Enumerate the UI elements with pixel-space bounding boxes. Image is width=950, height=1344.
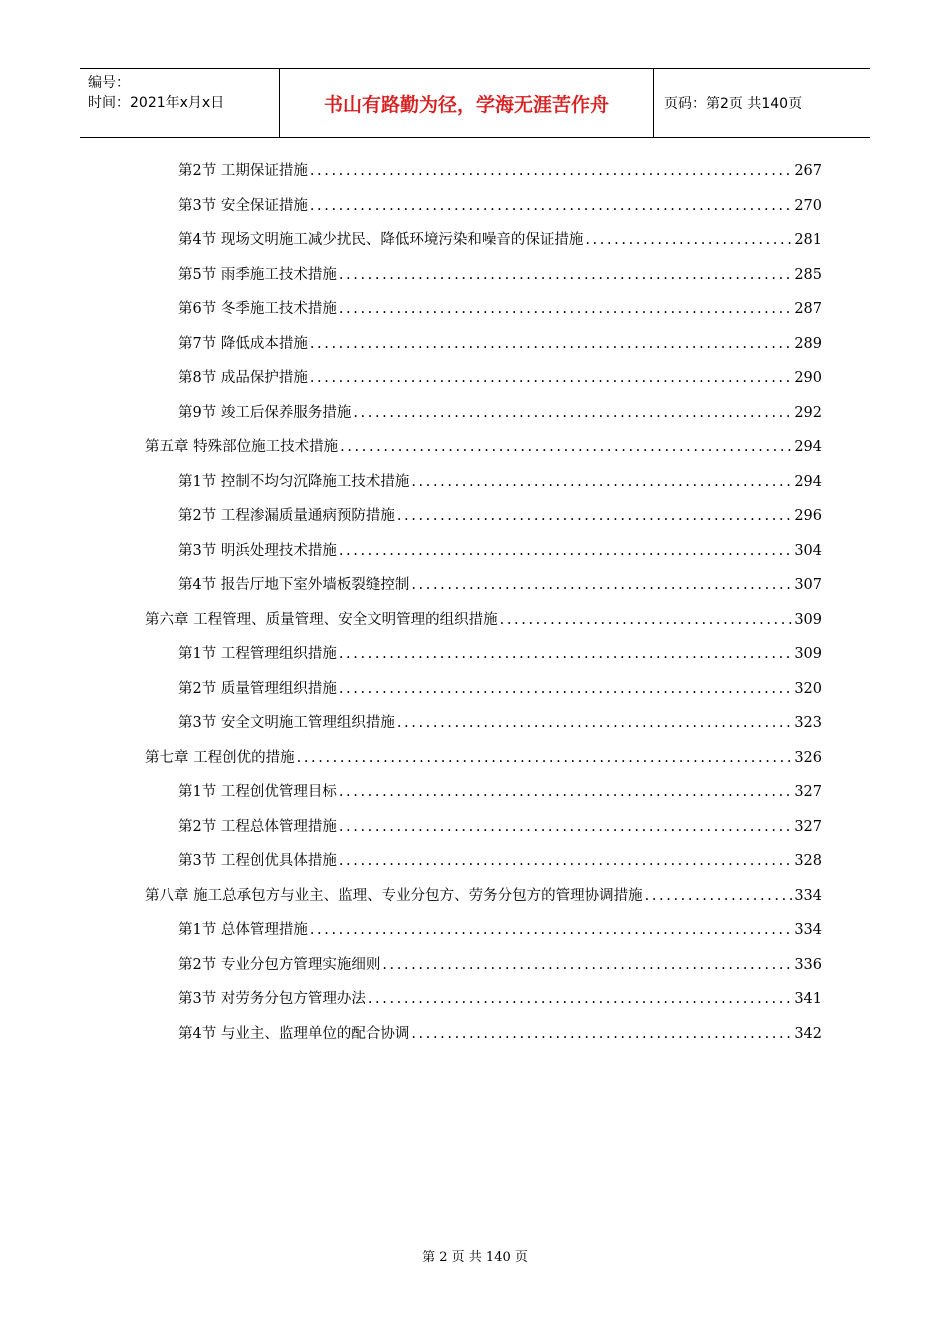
toc-entry-title: 第7节 降低成本措施 xyxy=(178,335,308,352)
toc-entry-section[interactable] xyxy=(145,913,822,948)
document-date: 时间：2021年x月x日 xyxy=(88,95,225,111)
toc-entry-page: 342 xyxy=(794,1025,822,1042)
toc-entry-page: 327 xyxy=(794,784,822,800)
toc-leader-dots xyxy=(339,637,792,672)
toc-entry-section[interactable] xyxy=(145,223,822,258)
toc-entry-title: 第3节 对劳务分包方管理办法 xyxy=(178,991,366,1007)
toc-leader-dots xyxy=(340,430,792,465)
toc-entry-title: 第1节 工程管理组织措施 xyxy=(178,646,337,662)
toc-leader-dots xyxy=(339,534,792,569)
toc-entry-section[interactable] xyxy=(145,948,822,983)
toc-entry-page: 290 xyxy=(794,370,822,386)
toc-entry-page: 281 xyxy=(794,232,822,248)
toc-leader-dots xyxy=(339,810,792,845)
toc-entry-title: 第八章 施工总承包方与业主、监理、专业分包方、劳务分包方的管理协调措施 xyxy=(145,887,643,904)
toc-entry-page: 327 xyxy=(794,818,822,835)
page-footer: 第 2 页 共 140 页 xyxy=(422,1250,528,1265)
toc-entry-page: 334 xyxy=(794,922,822,938)
header-page-info: 页码：第2页 共140页 xyxy=(664,96,803,112)
toc-entry-page: 326 xyxy=(794,749,822,766)
toc-entry-title: 第3节 工程创优具体措施 xyxy=(178,853,337,869)
toc-entry-title: 第3节 安全保证措施 xyxy=(178,197,308,214)
toc-entry-section[interactable] xyxy=(145,258,822,293)
toc-leader-dots xyxy=(353,396,792,431)
toc-leader-dots xyxy=(339,258,792,293)
toc-entry-page: 294 xyxy=(794,473,822,490)
toc-entry-section[interactable] xyxy=(145,844,822,879)
toc-entry-title: 第1节 工程创优管理目标 xyxy=(178,784,337,800)
toc-entry-chapter[interactable] xyxy=(145,430,822,465)
toc-leader-dots xyxy=(310,189,792,224)
toc-entry-section[interactable] xyxy=(145,810,822,845)
toc-entry-title: 第3节 明浜处理技术措施 xyxy=(178,542,337,559)
toc-leader-dots xyxy=(310,913,792,948)
toc-entry-chapter[interactable] xyxy=(145,741,822,776)
toc-entry-page: 296 xyxy=(794,508,822,524)
toc-leader-dots xyxy=(310,361,792,396)
header-meta xyxy=(80,69,280,137)
toc-entry-page: 334 xyxy=(794,887,822,904)
toc-leader-dots xyxy=(397,499,792,534)
toc-entry-title: 第4节 报告厅地下室外墙板裂缝控制 xyxy=(178,577,410,593)
header-motto: 书山有路勤为径，学海无涯苦作舟 xyxy=(280,69,654,137)
toc-entry-page: 323 xyxy=(794,715,822,731)
toc-entry-section[interactable] xyxy=(145,499,822,534)
toc-leader-dots xyxy=(411,568,792,603)
toc-entry-title: 第六章 工程管理、质量管理、安全文明管理的组织措施 xyxy=(145,611,498,628)
toc-leader-dots xyxy=(500,603,793,638)
toc-entry-title: 第1节 控制不均匀沉降施工技术措施 xyxy=(178,473,410,490)
toc-entry-title: 第2节 工期保证措施 xyxy=(178,163,308,179)
toc-entry-title: 第1节 总体管理措施 xyxy=(178,922,308,938)
toc-entry-title: 第2节 专业分包方管理实施细则 xyxy=(178,956,381,973)
toc-leader-dots xyxy=(645,879,793,914)
toc-entry-title: 第4节 与业主、监理单位的配合协调 xyxy=(178,1025,410,1042)
toc-entry-page: 289 xyxy=(794,335,822,352)
toc-entry-section[interactable] xyxy=(145,672,822,707)
toc-entry-title: 第8节 成品保护措施 xyxy=(178,370,308,386)
toc-leader-dots xyxy=(339,775,792,810)
toc-entry-title: 第3节 安全文明施工管理组织措施 xyxy=(178,715,395,731)
toc-entry-title: 第2节 工程总体管理措施 xyxy=(178,818,337,835)
toc-entry-section[interactable] xyxy=(145,154,822,189)
table-of-contents xyxy=(145,154,822,1051)
toc-entry-page: 336 xyxy=(794,956,822,973)
toc-entry-page: 309 xyxy=(794,646,822,662)
toc-entry-section[interactable] xyxy=(145,1017,822,1052)
toc-entry-chapter[interactable] xyxy=(145,603,822,638)
toc-leader-dots xyxy=(411,1017,792,1052)
toc-entry-section[interactable] xyxy=(145,361,822,396)
toc-entry-section[interactable] xyxy=(145,189,822,224)
toc-entry-section[interactable] xyxy=(145,637,822,672)
toc-leader-dots xyxy=(339,844,792,879)
document-number-label: 编号： xyxy=(88,75,130,91)
toc-entry-section[interactable] xyxy=(145,775,822,810)
toc-entry-page: 304 xyxy=(794,542,822,559)
toc-entry-title: 第4节 现场文明施工减少扰民、降低环境污染和噪音的保证措施 xyxy=(178,232,584,248)
toc-entry-page: 285 xyxy=(794,266,822,283)
toc-entry-title: 第9节 竣工后保养服务措施 xyxy=(178,404,352,421)
toc-entry-page: 309 xyxy=(794,611,822,628)
toc-leader-dots xyxy=(310,154,792,189)
toc-leader-dots xyxy=(310,327,792,362)
toc-entry-title: 第五章 特殊部位施工技术措施 xyxy=(145,439,339,455)
toc-entry-page: 320 xyxy=(794,680,822,697)
toc-entry-title: 第2节 工程渗漏质量通病预防措施 xyxy=(178,508,395,524)
toc-entry-section[interactable] xyxy=(145,327,822,362)
toc-entry-page: 292 xyxy=(794,404,822,421)
toc-entry-page: 341 xyxy=(794,991,822,1007)
toc-entry-page: 270 xyxy=(794,197,822,214)
toc-entry-page: 328 xyxy=(794,853,822,869)
toc-entry-title: 第6节 冬季施工技术措施 xyxy=(178,301,337,317)
toc-leader-dots xyxy=(382,948,792,983)
toc-entry-section[interactable] xyxy=(145,465,822,500)
toc-entry-section[interactable] xyxy=(145,534,822,569)
toc-entry-page: 294 xyxy=(794,439,822,455)
toc-entry-chapter[interactable] xyxy=(145,879,822,914)
toc-entry-title: 第七章 工程创优的措施 xyxy=(145,749,295,766)
toc-leader-dots xyxy=(368,982,792,1017)
toc-entry-page: 287 xyxy=(794,301,822,317)
toc-entry-section[interactable] xyxy=(145,706,822,741)
toc-entry-title: 第2节 质量管理组织措施 xyxy=(178,680,337,697)
toc-entry-section[interactable] xyxy=(145,982,822,1017)
toc-entry-title: 第5节 雨季施工技术措施 xyxy=(178,266,337,283)
page-header xyxy=(80,68,870,138)
toc-leader-dots xyxy=(585,223,792,258)
toc-entry-section[interactable] xyxy=(145,396,822,431)
toc-leader-dots xyxy=(339,672,792,707)
toc-leader-dots xyxy=(397,706,792,741)
toc-entry-section[interactable] xyxy=(145,292,822,327)
toc-entry-page: 267 xyxy=(794,163,822,179)
toc-leader-dots xyxy=(297,741,793,776)
toc-leader-dots xyxy=(411,465,792,500)
toc-entry-section[interactable] xyxy=(145,568,822,603)
toc-entry-page: 307 xyxy=(794,577,822,593)
toc-leader-dots xyxy=(339,292,792,327)
